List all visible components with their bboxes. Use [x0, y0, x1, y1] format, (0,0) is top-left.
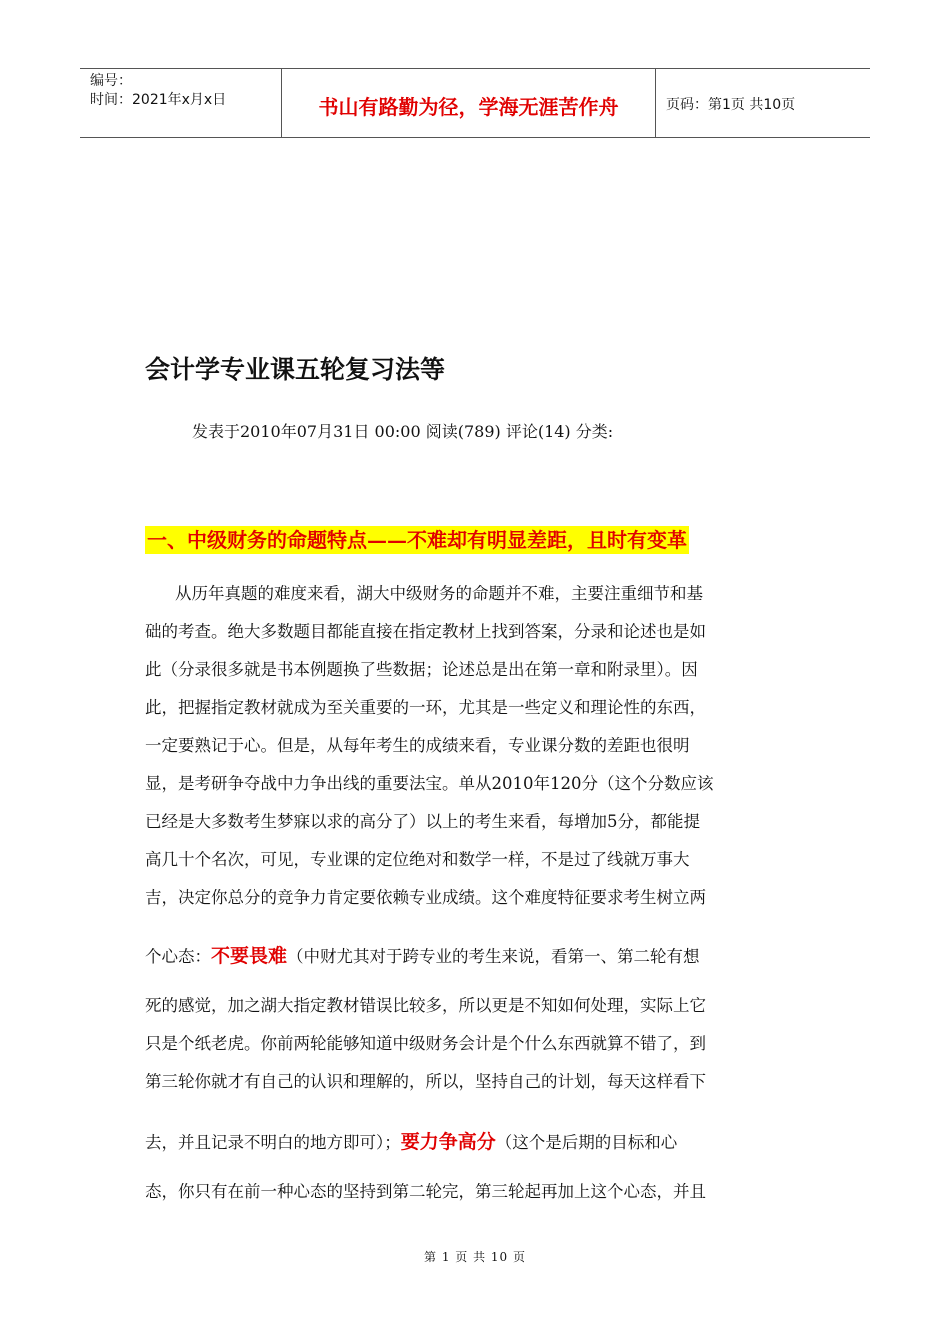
motto: 书山有路勤为径，学海无涯苦作舟: [282, 69, 656, 137]
number-label: 编号：: [90, 73, 132, 89]
paragraph-line: 础的考查。绝大多数题目都能直接在指定教材上找到答案，分录和论述也是如: [145, 622, 706, 641]
emphasis-text: 不要畏难: [211, 945, 288, 967]
emphasis-text: 要力争高分: [400, 1131, 496, 1153]
post-meta: 发表于2010年07月31日 00:00 阅读(789) 评论(14) 分类:: [192, 422, 614, 441]
paragraph-line: 死的感觉，加之湖大指定教材错误比较多，所以更是不知如何处理，实际上它: [145, 996, 706, 1015]
header-table: [80, 68, 870, 138]
page-title: 会计学专业课五轮复习法等: [145, 355, 446, 384]
line-text: 去，并且记录不明白的地方即可）；: [145, 1133, 401, 1152]
section-heading: 一、中级财务的命题特点——不难却有明显差距，且时有变革: [147, 528, 687, 552]
paragraph-line: 第三轮你就才有自己的认识和理解的，所以，坚持自己的计划，每天这样看下: [145, 1072, 706, 1091]
line-text: （中财尤其对于跨专业的考生来说，看第一、第二轮有想: [287, 947, 700, 966]
page-footer: 第 1 页 共 10 页: [424, 1250, 526, 1264]
paragraph-line: 显，是考研争夺战中力争出线的重要法宝。单从2010年120分（这个分数应该: [145, 774, 714, 793]
paragraph-line: [145, 1127, 677, 1154]
paragraph-line: 此，把握指定教材就成为至关重要的一环，尤其是一些定义和理论性的东西，: [145, 698, 706, 717]
time-label: 时间：2021年x月x日: [90, 92, 227, 108]
paragraph-line: 已经是大多数考生梦寐以求的高分了）以上的考生来看，每增加5分，都能提: [145, 812, 700, 831]
paragraph-line: 从历年真题的难度来看，湖大中级财务的命题并不难，主要注重细节和基: [175, 584, 703, 603]
line-text: （这个是后期的目标和心: [495, 1133, 678, 1152]
paragraph-line: 态，你只有在前一种心态的坚持到第二轮完，第三轮起再加上这个心态，并且: [145, 1182, 706, 1201]
line-text: 个心态：: [145, 947, 211, 966]
paragraph-line: 一定要熟记于心。但是，从每年考生的成绩来看，专业课分数的差距也很明: [145, 736, 690, 755]
header-left-cell: [80, 69, 282, 137]
paragraph-line: 此（分录很多就是书本例题换了些数据；论述总是出在第一章和附录里）。因: [145, 660, 698, 679]
paragraph-line: 高几十个名次，可见，专业课的定位绝对和数学一样，不是过了线就万事大: [145, 850, 690, 869]
paragraph-line: 只是个纸老虎。你前两轮能够知道中级财务会计是个什么东西就算不错了，到: [145, 1034, 706, 1053]
paragraph-line: 吉，决定你总分的竞争力肯定要依赖专业成绩。这个难度特征要求考生树立两: [145, 888, 706, 907]
page-info: 页码：第1页 共10页: [666, 97, 796, 113]
paragraph-line: [145, 941, 700, 968]
